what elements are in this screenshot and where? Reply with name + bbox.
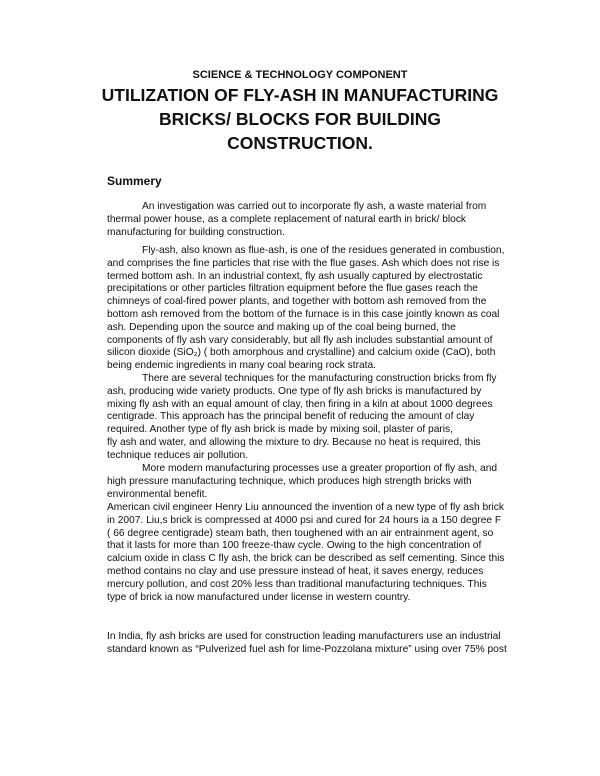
text-line: method contains no clay and use pressure instead of heat, it saves energy, reduces [107, 565, 484, 577]
component-label: SCIENCE & TECHNOLOGY COMPONENT [192, 69, 408, 81]
text-line: chimneys of coal-fired power plants, and together with bottom ash removed from the [107, 296, 487, 308]
text-line: ash. Depending upon the source and making up of the coal being burned, the [107, 321, 456, 333]
text-line: precipitations or other particles filtration equipment before the flue gases reach the [107, 283, 478, 295]
text-line: that it lasts for more than 100 freeze-thaw cycle. Owing to the high concentration of [107, 540, 482, 552]
text-line: Fly-ash, also known as flue-ash, is one of the residues generated in combustion, [142, 245, 505, 256]
text-line: termed bottom ash. In an industrial context, fly ash usually captured by electrostatic [107, 270, 483, 282]
text-line: mercury pollution, and cost 20% less than traditional manufacturing techniques. This [107, 578, 487, 590]
text-line: American civil engineer Henry Liu announced the invention of a new type of fly ash brick [107, 502, 504, 513]
text-line: being endemic ingredients in many coal bearing rock strata. [107, 360, 376, 372]
text-line: thermal power house, as a complete replacement of natural earth in brick/ block [107, 213, 467, 225]
text-line: ( 66 degree centigrade) steam bath, then toughened with an air entrainment agent, so [107, 527, 494, 539]
text-line: high pressure manufacturing technique, which produces high strength bricks with [107, 475, 472, 487]
text-line: type of brick ia now manufactured under license in western country. [107, 591, 411, 603]
text-line: bottom ash removed from the bottom of the furnace is in this case jointly known as coal [107, 308, 500, 320]
title-line-1: UTILIZATION OF FLY-ASH IN MANUFACTURING [101, 85, 499, 105]
text-line: required. Another type of fly ash brick is made by mixing soil, plaster of paris, [107, 424, 453, 436]
text-line: in 2007. Liu,s brick is compressed at 4000 psi and cured for 24 hours ia a 150 degree F [107, 514, 502, 526]
text-line: calcium oxide in class C fly ash, the brick can be described as self cementing. Since this [107, 553, 505, 565]
title-line-2: BRICKS/ BLOCKS FOR BUILDING [159, 109, 441, 129]
text-line: silicon dioxide (SiO₂) ( both amorphous and crystalline) and calcium oxide (CaO), both [107, 347, 496, 359]
text-line: In India, fly ash bricks are used for construction leading manufacturers use an industrial [107, 631, 501, 642]
paragraph-intro [107, 201, 537, 239]
text-line: manufacturing for building construction. [107, 226, 285, 238]
text-line: There are several techniques for the manufacturing construction bricks from fly [142, 373, 497, 384]
text-line: More modern manufacturing processes use a greater proportion of fly ash, and [142, 463, 498, 474]
paragraph-india [107, 631, 537, 657]
text-line: technique reduces air pollution. [107, 449, 249, 461]
text-line: fly ash and water, and allowing the mixture to dry. Because no heat is required, this [107, 436, 481, 448]
paragraph-modern-processes [107, 463, 537, 501]
text-line: centigrade. This approach has the principal benefit of reducing the amount of clay [107, 411, 475, 423]
text-line: An investigation was carried out to incorporate fly ash, a waste material from [142, 201, 487, 212]
title-line-3: CONSTRUCTION. [227, 133, 373, 153]
text-line: ash, producing wide variety products. One type of fly ash bricks is manufactured by [107, 385, 482, 397]
paragraph-fly-ash-definition [107, 245, 537, 373]
paragraph-techniques [107, 373, 537, 463]
paragraph-henry-liu [107, 502, 537, 604]
text-line: standard known as “Pulverized fuel ash for lime-Pozzolana mixture” using over 75% post [107, 643, 507, 655]
text-line: environmental benefit. [107, 488, 208, 500]
text-line: mixing fly ash with an equal amount of clay, then firing in a kiln at about 1000 degrees [107, 398, 493, 410]
text-line: and comprises the fine particles that rise with the flue gases. Ash which does not rise is [107, 257, 500, 269]
text-line: components of fly ash vary considerably, but all fly ash includes substantial amount of [107, 334, 493, 346]
section-heading: Summery [107, 174, 162, 188]
